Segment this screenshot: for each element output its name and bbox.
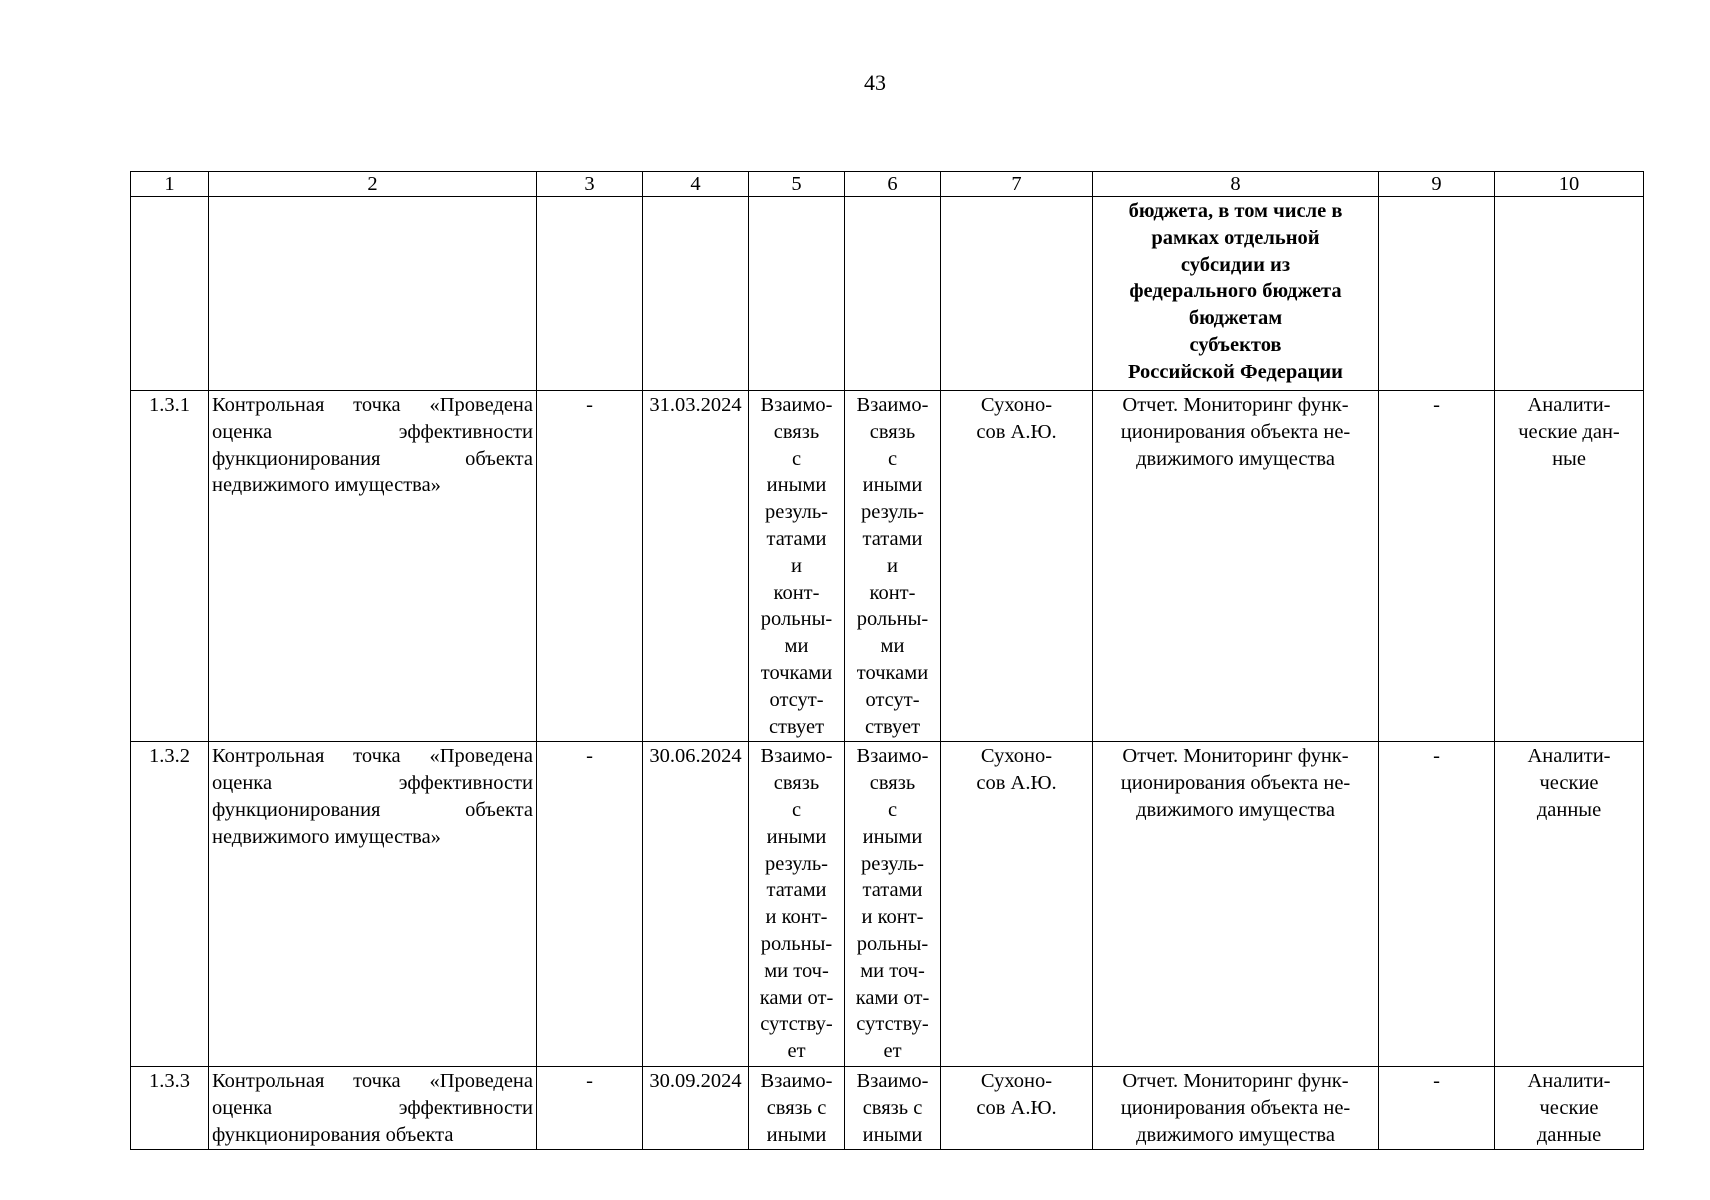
document-cell: бюджета, в том числе в рамках отдельной субсидии из федерального бюджета бюджетам субъектов Российской Федерации <box>1093 197 1379 391</box>
base-value-cell: - <box>537 391 643 742</box>
base-value-cell <box>537 197 643 391</box>
responsible-cell: Сухоно- сов А.Ю. <box>941 391 1093 742</box>
level-cell: - <box>1379 1066 1495 1149</box>
column-header: 8 <box>1093 172 1379 197</box>
row-number-cell: 1.3.3 <box>131 1066 209 1149</box>
column-header: 3 <box>537 172 643 197</box>
info-system-cell: Аналити- ческие данные <box>1495 742 1644 1067</box>
predecessor-cell <box>749 197 845 391</box>
column-header: 9 <box>1379 172 1495 197</box>
table-header-row <box>131 172 1644 197</box>
column-header: 1 <box>131 172 209 197</box>
column-header: 7 <box>941 172 1093 197</box>
successor-cell: Взаимо- связь с иными <box>845 1066 941 1149</box>
column-header: 5 <box>749 172 845 197</box>
column-header: 2 <box>209 172 537 197</box>
level-cell: - <box>1379 742 1495 1067</box>
successor-cell: Взаимо- связь с иными резуль- татами и конт- рольны- ми точ- ками от- сутству- ет <box>845 742 941 1067</box>
base-value-cell: - <box>537 742 643 1067</box>
successor-cell: Взаимо- связь с иными резуль- татами и конт- рольны- ми точками отсут- ствует <box>845 391 941 742</box>
document-cell: Отчет. Мониторинг функ- ционирования объекта не- движимого имущества <box>1093 391 1379 742</box>
level-cell <box>1379 197 1495 391</box>
responsible-cell: Сухоно- сов А.Ю. <box>941 742 1093 1067</box>
column-header: 6 <box>845 172 941 197</box>
document-cell: Отчет. Мониторинг функ- ционирования объекта не- движимого имущества <box>1093 1066 1379 1149</box>
name-cell: Контрольная точка «Проведена оценка эффективности функционирования объекта недвижимого имущества» <box>209 391 537 742</box>
info-system-cell: Аналити- ческие данные <box>1495 1066 1644 1149</box>
row-number-cell <box>131 197 209 391</box>
row-number-cell: 1.3.1 <box>131 391 209 742</box>
responsible-cell <box>941 197 1093 391</box>
successor-cell <box>845 197 941 391</box>
responsible-cell: Сухоно- сов А.Ю. <box>941 1066 1093 1149</box>
date-cell <box>643 197 749 391</box>
table-row <box>131 742 1644 1067</box>
name-cell: Контрольная точка «Проведена оценка эффективности функционирования объекта <box>209 1066 537 1149</box>
table-row <box>131 391 1644 742</box>
level-cell: - <box>1379 391 1495 742</box>
predecessor-cell: Взаимо- связь с иными резуль- татами и конт- рольны- ми точ- ками от- сутству- ет <box>749 742 845 1067</box>
table-row <box>131 1066 1644 1149</box>
page-number: 43 <box>864 70 886 95</box>
name-cell: Контрольная точка «Проведена оценка эффективности функционирования объекта недвижимого имущества» <box>209 742 537 1067</box>
predecessor-cell: Взаимо- связь с иными резуль- татами и конт- рольны- ми точками отсут- ствует <box>749 391 845 742</box>
info-system-cell <box>1495 197 1644 391</box>
column-header: 10 <box>1495 172 1644 197</box>
predecessor-cell: Взаимо- связь с иными <box>749 1066 845 1149</box>
date-cell: 31.03.2024 <box>643 391 749 742</box>
date-cell: 30.09.2024 <box>643 1066 749 1149</box>
column-header: 4 <box>643 172 749 197</box>
base-value-cell: - <box>537 1066 643 1149</box>
row-number-cell: 1.3.2 <box>131 742 209 1067</box>
document-cell: Отчет. Мониторинг функ- ционирования объекта не- движимого имущества <box>1093 742 1379 1067</box>
name-cell <box>209 197 537 391</box>
control-points-table <box>130 171 1644 1150</box>
table-row <box>131 197 1644 391</box>
info-system-cell: Аналити- ческие дан- ные <box>1495 391 1644 742</box>
date-cell: 30.06.2024 <box>643 742 749 1067</box>
